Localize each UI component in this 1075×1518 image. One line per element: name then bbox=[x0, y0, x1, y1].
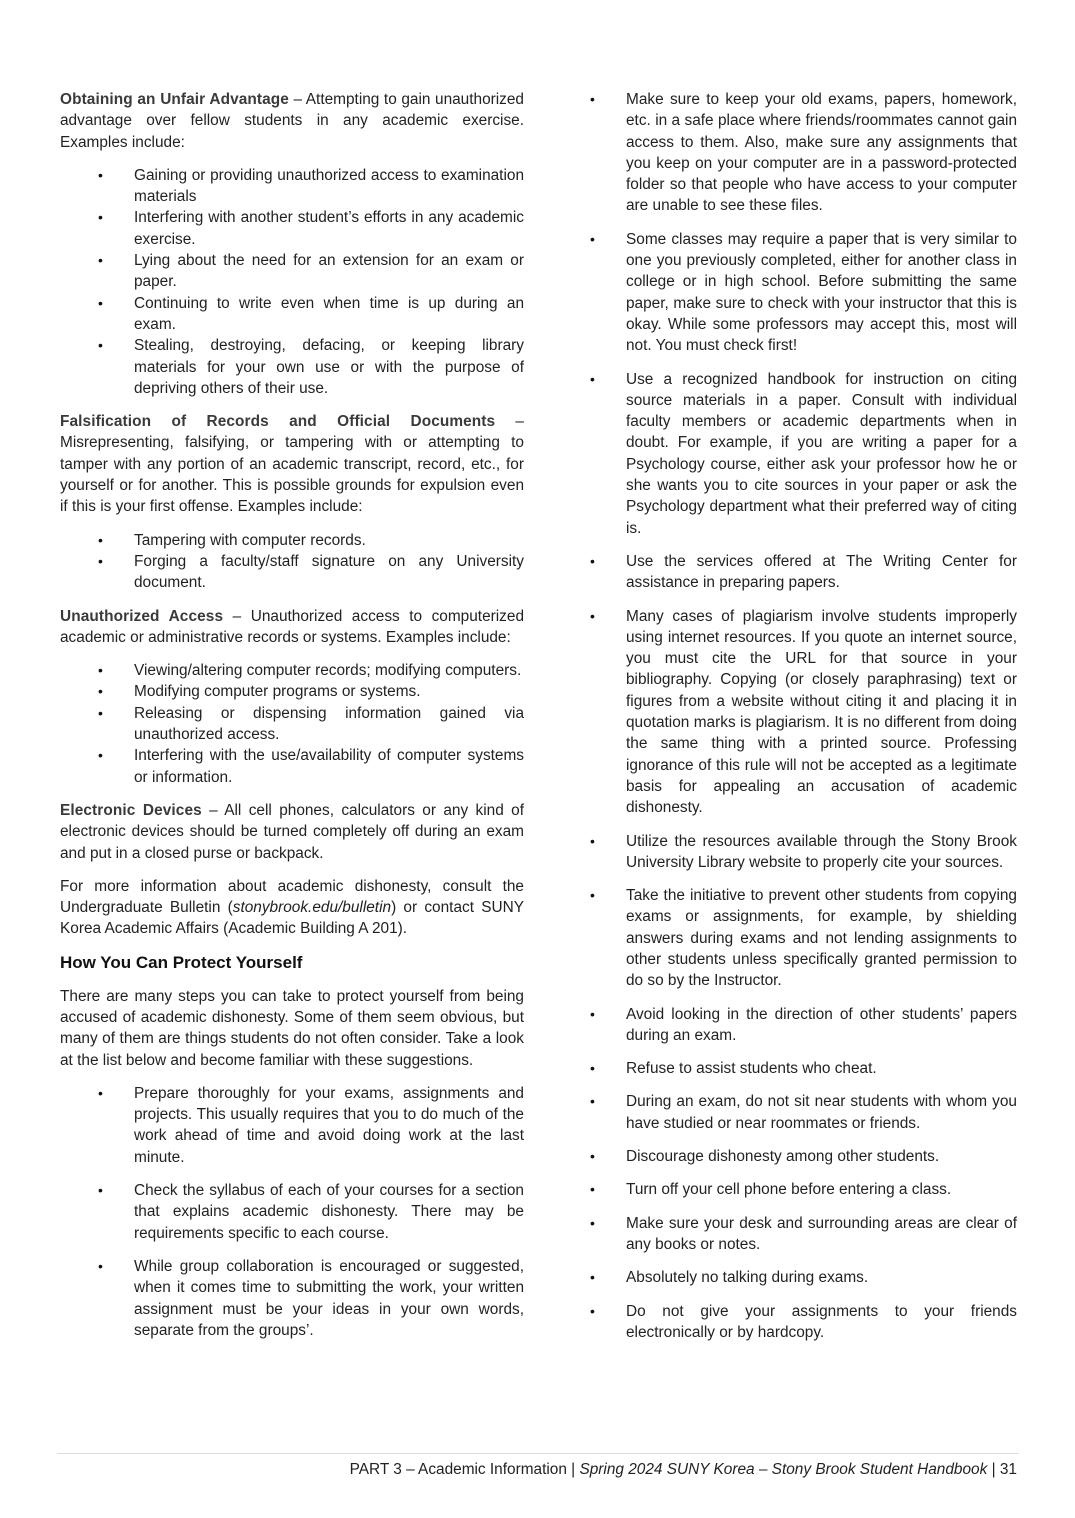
list-item-text: Lying about the need for an extension for an exam or paper. bbox=[134, 252, 524, 291]
list-item bbox=[590, 1179, 1017, 1200]
list-item-text: Some classes may require a paper that is very similar to one you previously completed, either for another class in college or in high school. Before submitting the same paper, make sure to check with your instructor that this is okay. While some professors may accept this, most will not. You must check first! bbox=[626, 230, 1017, 355]
bullet-icon: • bbox=[590, 91, 595, 107]
unfair-advantage-paragraph bbox=[60, 89, 524, 153]
list-item-text: Discourage dishonesty among other students. bbox=[626, 1148, 940, 1166]
list-item-text: Make sure your desk and surrounding areas are clear of any books or notes. bbox=[626, 1214, 1017, 1253]
list-item-text: Make sure to keep your old exams, papers, homework, etc. in a safe place where friends/roommates cannot gain access to them. Also, make sure any assignments that you keep on your computer are in a password-protected folder so that people who have access to your computer are unable to see these files. bbox=[626, 91, 1017, 215]
bullet-icon: • bbox=[98, 662, 103, 679]
bullet-icon: • bbox=[590, 832, 595, 849]
list-item-text: Continuing to write even when time is up during an exam. bbox=[134, 294, 524, 333]
list-item bbox=[98, 681, 524, 702]
list-item-text: Stealing, destroying, defacing, or keeping library materials for your own use or with the purpose of depriving others of their use. bbox=[134, 337, 524, 397]
bullet-icon: • bbox=[98, 683, 103, 700]
more-info-text: For more information about academic dishonesty, consult the Undergraduate Bulletin ( bbox=[60, 877, 524, 917]
bullet-icon: • bbox=[98, 531, 103, 548]
bullet-icon: • bbox=[590, 1093, 595, 1110]
bullet-icon: • bbox=[590, 607, 595, 624]
list-item bbox=[98, 551, 524, 594]
list-item bbox=[590, 1267, 1017, 1288]
list-item-text: Interfering with the use/availability of computer systems or information. bbox=[134, 747, 524, 786]
list-item-text: Do not give your assignments to your friends electronically or by hardcopy. bbox=[626, 1302, 1017, 1341]
protect-list bbox=[60, 1083, 524, 1341]
footer-separator: | bbox=[566, 1461, 580, 1478]
list-item bbox=[590, 831, 1017, 874]
right-column bbox=[588, 89, 1017, 1355]
bullet-icon: • bbox=[590, 1005, 595, 1022]
unauthorized-access-term: Unauthorized Access bbox=[60, 607, 224, 625]
bullet-icon: • bbox=[98, 704, 103, 721]
falsification-paragraph bbox=[60, 411, 524, 517]
list-item bbox=[98, 335, 524, 399]
protect-list-continued bbox=[588, 89, 1017, 1343]
bullet-icon: • bbox=[590, 370, 595, 387]
list-item bbox=[590, 606, 1017, 819]
bullet-icon: • bbox=[590, 1214, 595, 1231]
bullet-icon: • bbox=[98, 209, 103, 226]
list-item-text: Interfering with another student’s efforts in any academic exercise. bbox=[134, 209, 524, 248]
list-item-text: Modifying computer programs or systems. bbox=[134, 683, 421, 701]
bullet-icon: • bbox=[590, 1269, 595, 1286]
section-heading: How You Can Protect Yourself bbox=[60, 952, 303, 972]
bullet-icon: • bbox=[590, 1302, 595, 1319]
bullet-icon: • bbox=[98, 747, 103, 764]
list-item-text: Use the services offered at The Writing Center for assistance in preparing papers. bbox=[626, 552, 1017, 592]
footer-document-title: Spring 2024 SUNY Korea – Stony Brook Student Handbook bbox=[579, 1461, 988, 1478]
bullet-icon: • bbox=[98, 552, 103, 569]
unfair-advantage-list bbox=[60, 165, 524, 399]
bullet-icon: • bbox=[98, 1182, 103, 1199]
bullet-icon: • bbox=[98, 252, 103, 269]
footer-separator-2: | bbox=[987, 1461, 1000, 1478]
bullet-icon: • bbox=[98, 1084, 103, 1101]
unauthorized-access-list bbox=[60, 660, 524, 788]
protect-intro: There are many steps you can take to protect yourself from being accused of academic dishonesty. Some of them seem obvious, but many of them are things students do not often consider. Take a look at the list below and become familiar with these suggestions. bbox=[60, 987, 524, 1069]
list-item bbox=[590, 1301, 1017, 1344]
left-column bbox=[60, 89, 524, 1353]
list-item-text: While group collaboration is encouraged or suggested, when it comes time to submitting the work, your written assignment must be your ideas in your own words, separate from the groups’. bbox=[134, 1257, 524, 1339]
bullet-icon: • bbox=[98, 294, 103, 311]
footer-section: PART 3 – Academic Information bbox=[349, 1461, 567, 1478]
list-item bbox=[98, 165, 524, 208]
list-item bbox=[590, 885, 1017, 991]
list-item bbox=[98, 745, 524, 788]
list-item bbox=[590, 229, 1017, 357]
unfair-advantage-term: Obtaining an Unfair Advantage bbox=[60, 91, 289, 108]
unfair-advantage-text: – Attempting to gain unauthorized advantage over fellow students in any academic exercise. Examples include: bbox=[60, 91, 524, 151]
page-footer bbox=[350, 1461, 1017, 1479]
list-item bbox=[98, 660, 524, 681]
list-item-text: Check the syllabus of each of your courses for a section that explains academic dishonesty. There may be requirements specific to each course. bbox=[134, 1182, 524, 1242]
footer-divider bbox=[57, 1453, 1019, 1454]
list-item-text: Absolutely no talking during exams. bbox=[626, 1269, 869, 1287]
unauthorized-access-paragraph bbox=[60, 606, 524, 649]
list-item bbox=[590, 1146, 1017, 1167]
list-item-text: Use a recognized handbook for instruction on citing source materials in a paper. Consult with individual faculty members or academic departments when in doubt. For example, if you are writing a paper for a Psychology course, either ask your professor how he or she wants you to cite sources in your paper or ask the Psychology department what their preferred way of citing is. bbox=[626, 370, 1017, 537]
list-item bbox=[590, 369, 1017, 539]
list-item bbox=[98, 293, 524, 336]
falsification-term: Falsification of Records and Official Documents bbox=[60, 413, 496, 431]
list-item bbox=[98, 250, 524, 293]
list-item bbox=[98, 1256, 524, 1341]
list-item-text: Releasing or dispensing information gained via unauthorized access. bbox=[134, 704, 524, 744]
list-item bbox=[590, 1058, 1017, 1079]
list-item-text: Many cases of plagiarism involve students improperly using internet resources. If you quote an internet source, you must cite the URL for that source in your bibliography. Copying (or closely paraphrasing) text or figures from a website without citing it and placing it in quotation marks is plagiarism. It is no different from doing the same thing with a printed source. Professing ignorance of this rule will not be accepted as a legitimate basis for appealing an accusation of academic dishonesty. bbox=[626, 607, 1017, 817]
list-item bbox=[590, 89, 1017, 217]
list-item-text: During an exam, do not sit near students with whom you have studied or near roommates or friends. bbox=[626, 1093, 1017, 1132]
bullet-icon: • bbox=[98, 166, 103, 183]
list-item-text: Turn off your cell phone before entering a class. bbox=[626, 1181, 952, 1199]
falsification-list bbox=[60, 530, 524, 594]
unauthorized-access-text: – Unauthorized access to computerized academic or administrative records or systems. Examples include: bbox=[60, 607, 524, 646]
list-item-text: Avoid looking in the direction of other students’ papers during an exam. bbox=[626, 1005, 1017, 1044]
electronic-devices-paragraph bbox=[60, 800, 524, 864]
list-item bbox=[98, 1083, 524, 1168]
bullet-icon: • bbox=[590, 887, 595, 904]
list-item bbox=[590, 1004, 1017, 1047]
list-item-text: Take the initiative to prevent other students from copying exams or assignments, for example, by shielding answers during exams and not lending assignments to other students unless specifically granted permission to do so by the Instructor. bbox=[626, 887, 1017, 990]
list-item bbox=[98, 207, 524, 250]
bullet-icon: • bbox=[590, 552, 595, 569]
more-info-paragraph bbox=[60, 876, 524, 940]
bullet-icon: • bbox=[590, 1181, 595, 1198]
bullet-icon: • bbox=[590, 230, 595, 247]
electronic-devices-text: – All cell phones, calculators or any kind of electronic devices should be turned completely off during an exam and put in a closed purse or backpack. bbox=[60, 801, 524, 862]
bulletin-link[interactable]: stonybrook.edu/bulletin bbox=[232, 899, 392, 917]
bullet-icon: • bbox=[98, 337, 103, 354]
list-item-text: Refuse to assist students who cheat. bbox=[626, 1060, 877, 1078]
list-item bbox=[98, 530, 524, 551]
list-item-text: Utilize the resources available through the Stony Brook University Library website to properly cite your sources. bbox=[626, 832, 1017, 871]
page-number: 31 bbox=[999, 1461, 1017, 1478]
electronic-devices-term: Electronic Devices bbox=[60, 801, 202, 819]
list-item-text: Forging a faculty/staff signature on any University document. bbox=[134, 552, 524, 592]
list-item-text: Gaining or providing unauthorized access to examination materials bbox=[134, 166, 524, 206]
list-item-text: Prepare thoroughly for your exams, assignments and projects. This usually requires that you to do much of the work ahead of time and avoid doing work at the last minute. bbox=[134, 1084, 524, 1166]
list-item-text: Tampering with computer records. bbox=[134, 531, 366, 549]
list-item bbox=[98, 703, 524, 746]
falsification-text: – Misrepresenting, falsifying, or tampering with or attempting to tamper with any portion of an academic transcript, record, etc., for yourself or for another. This is possible grounds for expulsion even if this is your first offense. Examples include: bbox=[60, 413, 524, 516]
bullet-icon: • bbox=[98, 1257, 103, 1274]
list-item-text: Viewing/altering computer records; modifying computers. bbox=[134, 662, 522, 680]
list-item bbox=[590, 1213, 1017, 1256]
bullet-icon: • bbox=[590, 1148, 595, 1165]
list-item bbox=[98, 1180, 524, 1244]
more-info-text-end: ) or contact SUNY Korea Academic Affairs (Academic Building A 201). bbox=[60, 899, 524, 938]
bullet-icon: • bbox=[590, 1060, 595, 1077]
list-item bbox=[590, 1091, 1017, 1134]
list-item bbox=[590, 551, 1017, 594]
